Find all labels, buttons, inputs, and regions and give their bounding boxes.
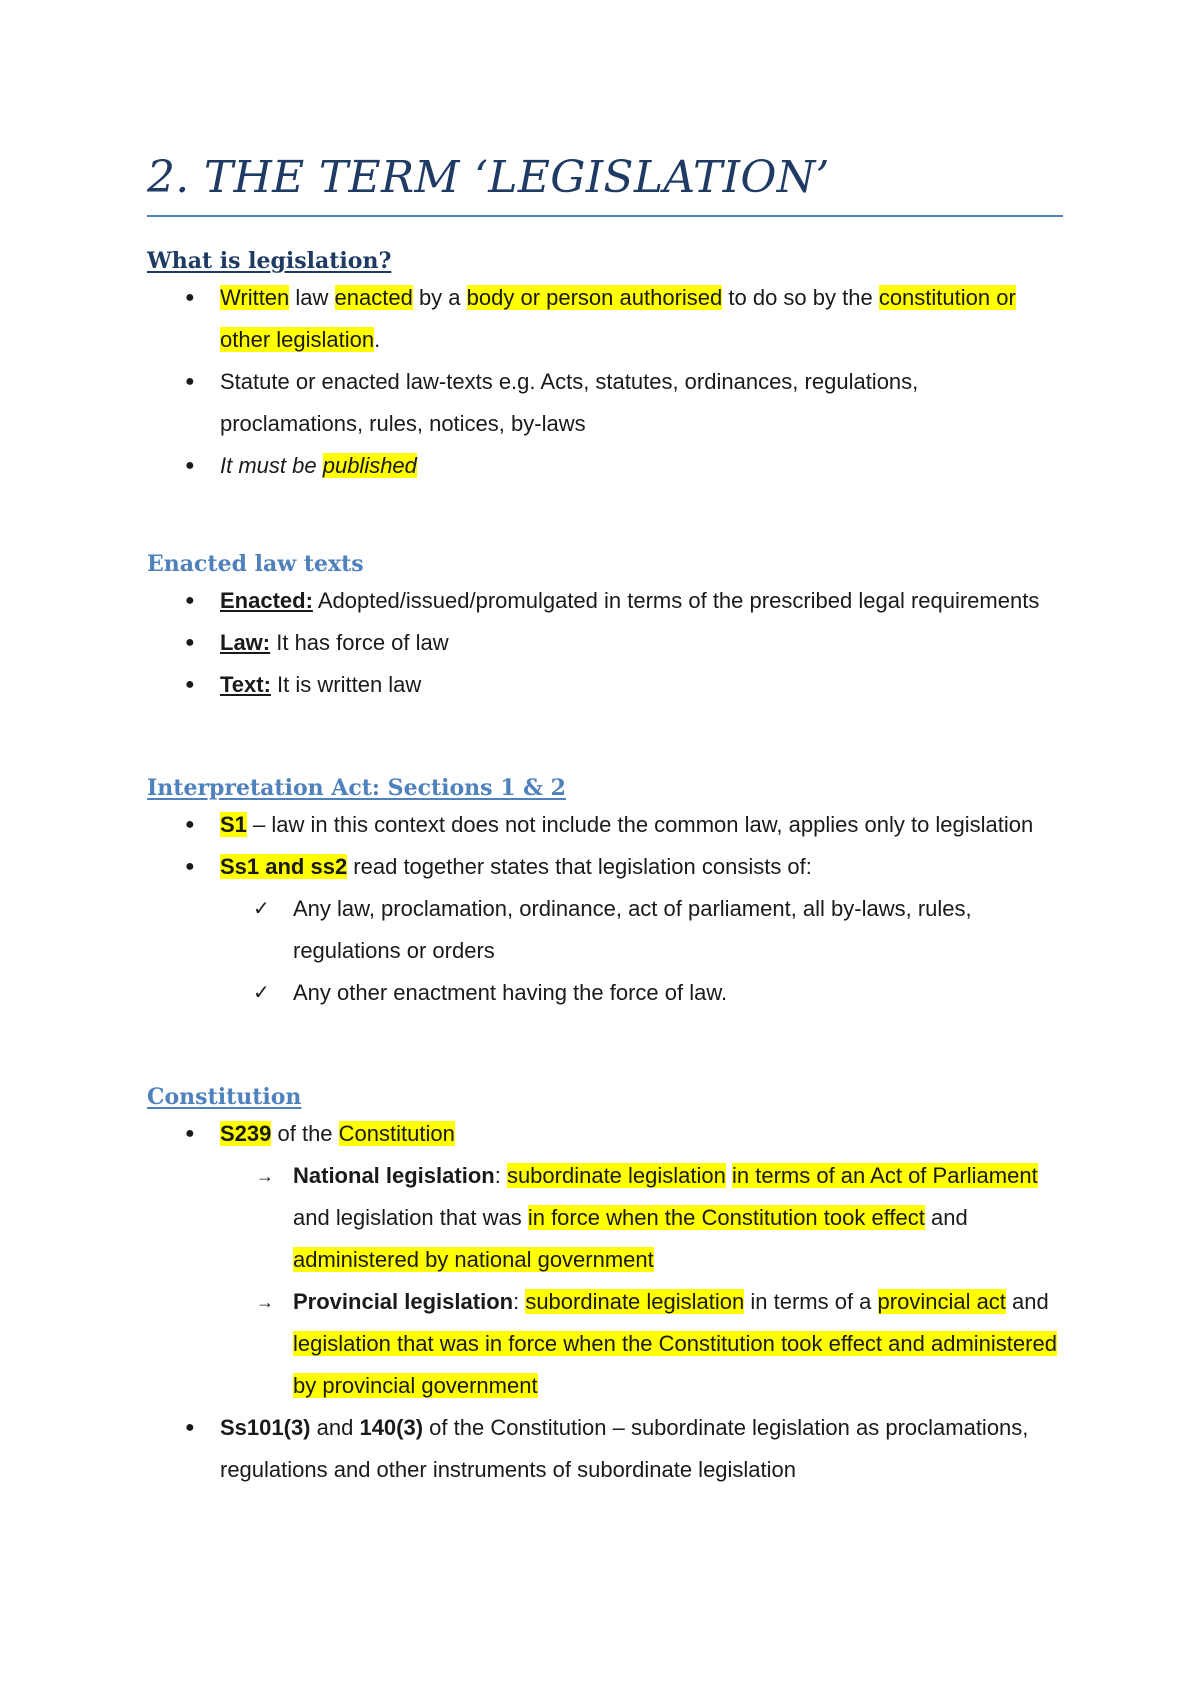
text: and legislation that was: [293, 1205, 528, 1230]
text: It has force of law: [270, 630, 449, 655]
section-interpretation-act: [147, 772, 1063, 1014]
list-item: [147, 277, 1063, 361]
highlighted-text: in force when the Constitution took effect: [527, 1205, 925, 1230]
term-label: 140(3): [359, 1415, 424, 1440]
highlighted-text: constitution or other legislation: [220, 285, 1016, 352]
bullet-list: [147, 580, 1063, 706]
sub-list-item: [220, 888, 1063, 972]
highlighted-text: administered by national government: [293, 1247, 654, 1272]
highlighted-text: Written: [220, 285, 290, 310]
bullet-list: [147, 804, 1063, 1014]
sub-list: [220, 888, 1063, 1014]
arrow-right-icon: →: [256, 1166, 274, 1186]
text: law: [289, 285, 335, 310]
list-item: [147, 1407, 1063, 1491]
text: read together states that legislation consists of:: [347, 854, 812, 879]
highlighted-text: published: [322, 453, 417, 478]
bullet-icon: ●: [185, 634, 195, 651]
page-title: 2. THE TERM ‘LEGISLATION’: [147, 152, 830, 203]
bullet-icon: ●: [185, 289, 195, 306]
highlighted-text: in terms of an Act of Parliament: [732, 1163, 1038, 1188]
highlighted-text: legislation that was in force when the Constitution took effect and administered by provincial government: [293, 1331, 1057, 1398]
list-item: [147, 846, 1063, 1014]
section-heading: Constitution: [147, 1084, 302, 1110]
checkmark-icon: ✓: [253, 982, 270, 1004]
bullet-icon: ●: [185, 858, 195, 875]
bullet-icon: ●: [185, 373, 195, 390]
text: and: [1005, 1289, 1049, 1314]
highlighted-text: subordinate legislation: [506, 1163, 726, 1188]
highlighted-text: Ss1 and ss2: [220, 854, 348, 879]
highlighted-text: subordinate legislation: [525, 1289, 745, 1314]
term-label: Enacted:: [220, 588, 313, 613]
bullet-list: [147, 1113, 1063, 1491]
text: Statute or enacted law-texts e.g. Acts, statutes, ordinances, regulations, proclamations, rules, notices, by-laws: [220, 369, 919, 436]
text: :: [513, 1289, 526, 1314]
section-what-is-legislation: [147, 245, 1063, 487]
list-item: [147, 1113, 1063, 1407]
text: by a: [412, 285, 467, 310]
section-heading: Interpretation Act: Sections 1 & 2: [147, 775, 566, 801]
list-item: [147, 664, 1063, 706]
section-heading: What is legislation?: [147, 248, 392, 274]
checkmark-icon: ✓: [253, 898, 270, 920]
highlighted-text: body or person authorised: [466, 285, 723, 310]
text: in terms of a: [744, 1289, 878, 1314]
text: .: [374, 327, 381, 352]
section-heading: Enacted law texts: [147, 551, 364, 577]
title-divider: [147, 215, 1063, 217]
text: and: [924, 1205, 968, 1230]
sub-list-item: [220, 972, 1063, 1014]
bullet-icon: ●: [185, 816, 195, 833]
bullet-icon: ●: [185, 676, 195, 693]
highlighted-text: S1: [220, 812, 247, 837]
term-label: Law:: [220, 630, 271, 655]
text: to do so by the: [722, 285, 879, 310]
sub-list: [220, 1155, 1063, 1407]
highlighted-text: Constitution: [338, 1121, 455, 1146]
term-label: Provincial legislation: [293, 1289, 514, 1314]
sub-list-item: [220, 1281, 1063, 1407]
list-item: [147, 622, 1063, 664]
text: and: [310, 1415, 360, 1440]
text: Any law, proclamation, ordinance, act of parliament, all by-laws, rules, regulations or orders: [293, 896, 972, 963]
list-item: [147, 804, 1063, 846]
text: – law in this context does not include the common law, applies only to legislation: [246, 812, 1034, 837]
list-item: [147, 445, 1063, 487]
sub-list-item: [220, 1155, 1063, 1281]
text: It must be: [220, 453, 323, 478]
text: :: [494, 1163, 507, 1188]
term-label: Text:: [220, 672, 271, 697]
highlighted-text: provincial act: [877, 1289, 1006, 1314]
text: Adopted/issued/promulgated in terms of the prescribed legal requirements: [312, 588, 1040, 613]
bullet-list: [147, 277, 1063, 487]
section-enacted-law-texts: [147, 548, 1063, 706]
section-constitution: [147, 1081, 1063, 1491]
text: Any other enactment having the force of law.: [293, 980, 728, 1005]
text: It is written law: [270, 672, 422, 697]
bullet-icon: ●: [185, 1419, 195, 1436]
text: of the Constitution – subordinate legislation as proclamations, regulations and other instruments of subordinate legislation: [220, 1415, 1029, 1482]
bullet-icon: ●: [185, 592, 195, 609]
bullet-icon: ●: [185, 1125, 195, 1142]
highlighted-text: enacted: [334, 285, 413, 310]
list-item: [147, 580, 1063, 622]
bullet-icon: ●: [185, 457, 195, 474]
list-item: [147, 361, 1063, 445]
term-label: National legislation: [293, 1163, 495, 1188]
text: of the: [271, 1121, 339, 1146]
highlighted-text: S239: [220, 1121, 272, 1146]
term-label: Ss101(3): [220, 1415, 311, 1440]
arrow-right-icon: →: [256, 1292, 274, 1312]
